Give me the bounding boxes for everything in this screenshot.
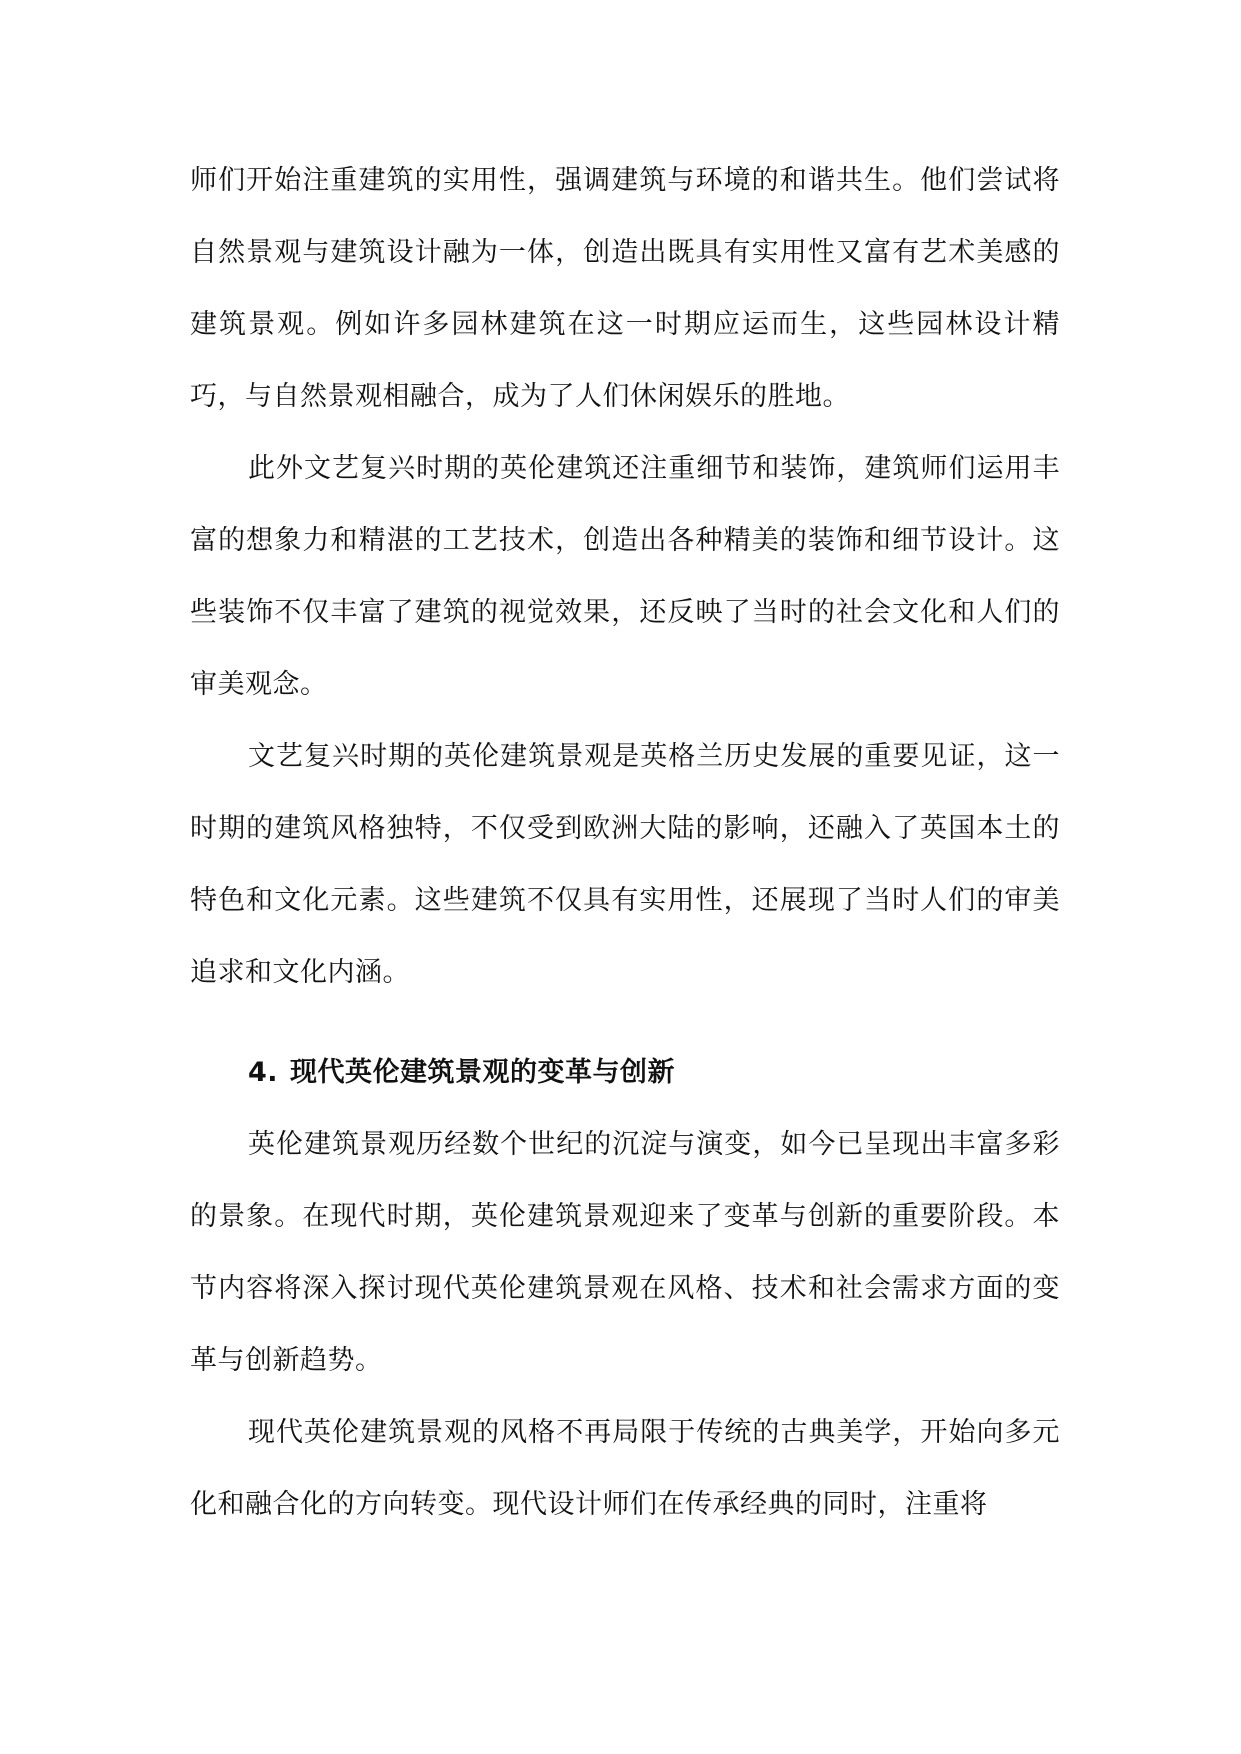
paragraph-renaissance-summary: 文艺复兴时期的英伦建筑景观是英格兰历史发展的重要见证，这一时期的建筑风格独特，不仅受到欧洲大陆的影响，还融入了英国本土的特色和文化元素。这些建筑不仅具有实用性，还展现了当时人们的审美追求和文化内涵。 bbox=[190, 741, 1060, 988]
section-number: 4. bbox=[248, 1057, 279, 1088]
paragraph-modern-intro: 英伦建筑景观历经数个世纪的沉淀与演变，如今已呈现出丰富多彩的景象。在现代时期，英伦建筑景观迎来了变革与创新的重要阶段。本节内容将深入探讨现代英伦建筑景观在风格、技术和社会需求方面的变革与创新趋势。 bbox=[190, 1129, 1060, 1376]
paragraph-modern-style: 现代英伦建筑景观的风格不再局限于传统的古典美学，开始向多元化和融合化的方向转变。现代设计师们在传承经典的同时，注重将 bbox=[190, 1417, 1060, 1520]
document-body bbox=[190, 145, 1060, 1541]
section-heading bbox=[190, 1037, 1060, 1109]
paragraph-renaissance-details: 此外文艺复兴时期的英伦建筑还注重细节和装饰，建筑师们运用丰富的想象力和精湛的工艺技术，创造出各种精美的装饰和细节设计。这些装饰不仅丰富了建筑的视觉效果，还反映了当时的社会文化和人们的审美观念。 bbox=[190, 453, 1060, 700]
paragraph-continuation: 师们开始注重建筑的实用性，强调建筑与环境的和谐共生。他们尝试将自然景观与建筑设计融为一体，创造出既具有实用性又富有艺术美感的建筑景观。例如许多园林建筑在这一时期应运而生，这些园林设计精巧，与自然景观相融合，成为了人们休闲娱乐的胜地。 bbox=[190, 165, 1060, 412]
section-title: 现代英伦建筑景观的变革与创新 bbox=[290, 1057, 676, 1088]
